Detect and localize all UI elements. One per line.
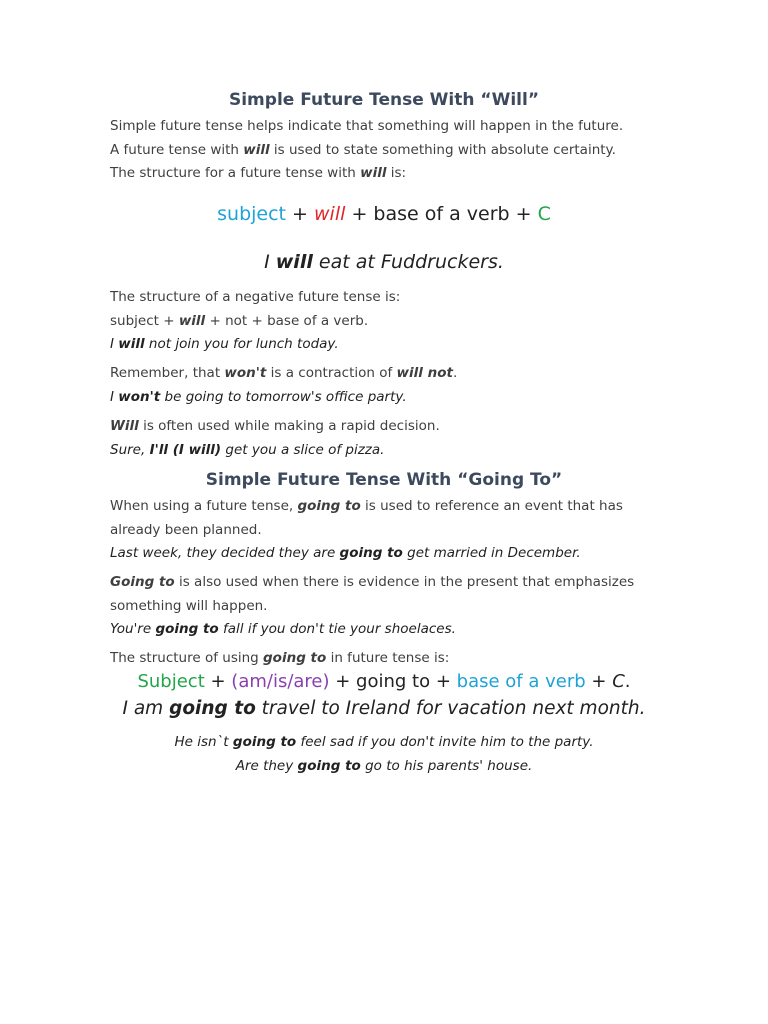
text: not join you for lunch today.: [144, 336, 339, 352]
text: is also used when there is evidence in the present that emphasizes: [174, 574, 635, 590]
intro-line-1: Simple future tense helps indicate that something will happen in the future.: [110, 118, 624, 134]
keyword-will-not: will not: [396, 365, 453, 381]
rapid-example: [110, 439, 710, 463]
keyword-going-to: going to: [155, 621, 219, 637]
keyword-going-to: going to: [339, 545, 403, 561]
keyword-will: will: [178, 312, 206, 329]
rapid-line-1: [110, 415, 710, 439]
example-going-to: [0, 698, 768, 719]
text: be going to tomorrow's office party.: [160, 388, 407, 405]
formula-subject: Subject: [137, 671, 205, 692]
contraction-example: [110, 386, 710, 410]
negative-example: [110, 333, 710, 357]
rapid-paragraph: [110, 415, 710, 462]
evidence-line-2: something will happen.: [110, 597, 268, 614]
intro-line-3: [110, 162, 710, 186]
text: Are they: [235, 757, 298, 774]
formula-going-to: [0, 671, 768, 692]
formula-plus: +: [286, 203, 315, 225]
keyword-going-to: going to: [297, 757, 361, 774]
keyword-will: Will: [110, 418, 139, 434]
formula-subject: subject: [217, 203, 287, 225]
text: get married in December.: [402, 545, 581, 561]
text: I: [110, 388, 119, 405]
text: + not + base of a verb.: [205, 312, 369, 329]
text: A future tense with: [110, 141, 244, 158]
contraction-paragraph: [110, 362, 710, 409]
more-example-1: [0, 731, 768, 755]
text: eat at Fuddruckers.: [312, 251, 504, 273]
formula-base-verb: base of a verb: [456, 671, 586, 692]
formula-plus: +: [585, 671, 613, 692]
text: is often used while making a rapid decision.: [138, 418, 440, 434]
formula-am-is-are: (am/is/are): [231, 671, 330, 692]
heading-going-to: Simple Future Tense With “Going To”: [205, 470, 563, 490]
text: .: [452, 365, 458, 381]
text: You're: [110, 621, 156, 637]
keyword-going-to: going to: [169, 698, 256, 719]
planned-paragraph: [110, 495, 710, 566]
text: The structure of using: [110, 650, 264, 666]
structure-going-line: [110, 647, 710, 671]
text: Sure,: [110, 441, 150, 458]
example-will: [0, 251, 768, 273]
keyword-going-to: going to: [232, 734, 297, 750]
formula-will: [0, 203, 768, 225]
text: fall if you don't tie your shoelaces.: [218, 621, 456, 637]
formula-going-to-word: + going to +: [329, 671, 457, 692]
keyword-going-to: Going to: [110, 574, 175, 590]
heading-will: Simple Future Tense With “Will”: [228, 90, 539, 110]
keyword-will: will: [360, 165, 387, 181]
intro-line-2: [110, 139, 710, 163]
formula-c: C: [612, 671, 625, 692]
intro-paragraph: [110, 115, 710, 186]
planned-example: [110, 542, 710, 566]
keyword-going-to: going to: [263, 650, 327, 666]
text: is:: [386, 165, 407, 181]
negative-line-2: [110, 310, 710, 334]
keyword-will: will: [118, 336, 145, 352]
evidence-paragraph: [110, 571, 710, 642]
text: travel to Ireland for vacation next month.: [255, 698, 646, 719]
text: get you a slice of pizza.: [221, 441, 385, 458]
planned-line-1: [110, 495, 710, 519]
text: I am: [122, 698, 170, 719]
text: is used to reference an event that has: [360, 498, 623, 514]
text: Last week, they decided they are: [110, 545, 340, 561]
text: When using a future tense,: [110, 498, 298, 514]
keyword-going-to: going to: [297, 498, 361, 514]
formula-dot: .: [624, 671, 631, 692]
formula-will-word: will: [314, 203, 346, 225]
keyword-wont: won't: [224, 365, 267, 381]
negative-paragraph: [110, 286, 710, 357]
text: feel sad if you don't invite him to the party.: [296, 734, 594, 750]
contraction-line-1: [110, 362, 710, 386]
text: He isn`t: [174, 734, 233, 750]
keyword-wont: won't: [118, 388, 161, 405]
evidence-line-1: [110, 571, 710, 595]
evidence-example: [110, 618, 710, 642]
text: is a contraction of: [266, 365, 397, 381]
text: I: [110, 336, 119, 352]
text: is used to state something with absolute certainty.: [269, 141, 616, 158]
keyword-ill: I'll (I will): [149, 441, 222, 458]
text: subject +: [110, 312, 179, 329]
formula-base-verb: + base of a verb +: [345, 203, 538, 225]
text: go to his parents' house.: [360, 757, 533, 774]
text: in future tense is:: [326, 650, 450, 666]
more-example-2: [0, 755, 768, 779]
planned-line-2: already been planned.: [110, 521, 262, 538]
formula-plus: +: [204, 671, 232, 692]
text: The structure for a future tense with: [110, 165, 361, 181]
keyword-will: will: [243, 141, 270, 158]
keyword-will: will: [275, 251, 313, 273]
text: Remember, that: [110, 365, 225, 381]
negative-line-1: The structure of a negative future tense is:: [110, 289, 401, 305]
more-examples: [0, 731, 768, 778]
formula-c: C: [537, 203, 551, 225]
text: I: [264, 251, 276, 273]
